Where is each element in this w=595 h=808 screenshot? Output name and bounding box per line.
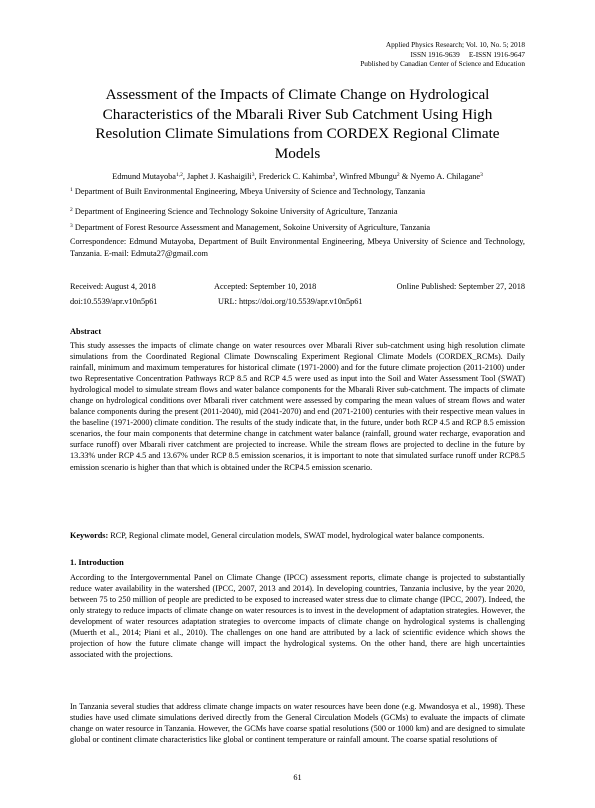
affiliation-2: $^2$ Department of Engineering Science and Technology Sokoine University of Agriculture, Tanzania [70, 207, 398, 216]
author-list [70, 171, 525, 182]
abstract-heading: Abstract [70, 327, 102, 336]
keywords-label: Keywords: [70, 531, 109, 540]
journal-publisher: Published by Canadian Center of Science and Education [360, 59, 525, 69]
abstract-body: This study assesses the impacts of climate change on water resources over Mbarali River sub-catchment using high resolution climate simulations from the Coordinated Regional Climate Downscaling Experiment Regional Climate Models (CORDEX_RCMs). Daily rainfall, minimum and maximum temperatures for historical climate (1971-2000) and for the future climate projection (2011-2100) under two Representative Concentration Pathways RCP 8.5 and RCP 4.5 were used as input into the Soil and Water Assessment Tool (SWAT) hydrological model to simulate stream flows and water balance components for the Mbarali River sub-catchment. The impacts of climate change on hydrological conditions over Mbarali river catchment were assessed by comparing the mean values of stream flows and water balance components during the present (2011-2040), mid (2041-2070) and end (2071-2100) centuries with their respective mean values in the baseline (1971-2000) climate condition. The results of the study indicate that, in the future, under both RCP 4.5 and RCP 8.5 emission scenarios, the four main components that determine change in catchment water balance (rainfall, ground water recharge, evaporation and surface runoff) over Mbarali river catchment are projected to increase. While the stream flows are projected to decline in the future by 13.33% under RCP 4.5 and 13.67% under RCP 8.5 emission scenarios, it is important to note that simulated surface runoff under RCP8.5 emission scenario is higher than that which is obtained under the RCP4.5 emission scenario. [70, 341, 525, 472]
doi-url[interactable]: URL: https://doi.org/10.5539/apr.v10n5p61 [218, 297, 363, 306]
journal-issn: ISSN 1916-9639 E-ISSN 1916-9647 [410, 49, 525, 59]
page-number: 61 [293, 773, 302, 782]
journal-citation: Applied Physics Research; Vol. 10, No. 5; 2018 [385, 40, 525, 49]
journal-header [360, 40, 525, 69]
paper-title: Assessment of the Impacts of Climate Change on Hydrological Characteristics of the Mbarali River Sub Catchment Using High Resolution Climate Simulations from CORDEX Regional Climate Models [95, 86, 500, 162]
keywords-text: RCP, Regional climate model, General circulation models, SWAT model, hydrological water balance components. [108, 531, 485, 540]
intro-paragraph-1: According to the Intergovernmental Panel on Climate Change (IPCC) assessment reports, climate change is projected to substantially reduce water availability in the watershed (IPCC, 2007, 2013 and 2014). In developing countries, Tanzania inclusive, by the year 2020, between 75 to 250 million of people are predicted to be exposed to increased water stress due to climate change (IPCC, 2007). Indeed, the only strategy to reduce impacts of climate change on water resources is to invest in the development of adaptation strategies. However, the development of water resources adaptation strategies to overcome impacts of climate change on hydrological systems is challenging (Muerth et al., 2014; Piani et al., 2010). The challenges on one hand are attributed by a lack of scientific evidence which shows the projection of how the future climate change will impact the hydrological systems. On the other hand, there are high uncertainties associated with the projections. [70, 573, 525, 660]
affiliation-3: $^3$ Department of Forest Resource Assessment and Management, Sokoine University of Agriculture, Tanzania [70, 223, 431, 232]
keywords [70, 530, 525, 541]
received-date: Received: August 4, 2018 [70, 282, 156, 291]
author: Frederick C. Kahimba$^2$, [258, 172, 340, 181]
introduction-heading: 1. Introduction [70, 558, 124, 567]
accepted-date: Accepted: September 10, 2018 [214, 282, 317, 291]
doi-text: doi:10.5539/apr.v10n5p61 [70, 297, 158, 306]
published-date: Online Published: September 27, 2018 [396, 282, 525, 291]
author: Edmund Mutayoba$^{1,2}$, [112, 172, 188, 181]
author: Nyemo A. Chilagane$^3$ [410, 172, 483, 181]
affiliation-1: $^1$ Department of Built Environmental Engineering, Mbeya University of Science and Technology, Tanzania [70, 187, 426, 196]
author: Japhet J. Kashaigili$^3$, [187, 172, 259, 181]
intro-paragraph-2: In Tanzania several studies that address climate change impacts on water resources have been done (e.g. Mwandosya et al., 1998). These studies have used climate simulations derived directly from the General Circulation Models (GCMs) to evaluate the impacts of climate change on water resource in Tanzania. However, the GCMs have coarse spatial resolutions (500 or 1000 km) and are designed to simulate global or continent climate characteristics like global or continent temperature or rainfall amount. The coarse spatial resolutions of [70, 702, 525, 745]
author: Winfred Mbungu$^2$ & [339, 172, 411, 181]
correspondence: Correspondence: Edmund Mutayoba, Department of Built Environmental Engineering, Mbeya University of Science and Technology, Tanzania. E-mail: Edmuta27@gmail.com [70, 237, 525, 258]
